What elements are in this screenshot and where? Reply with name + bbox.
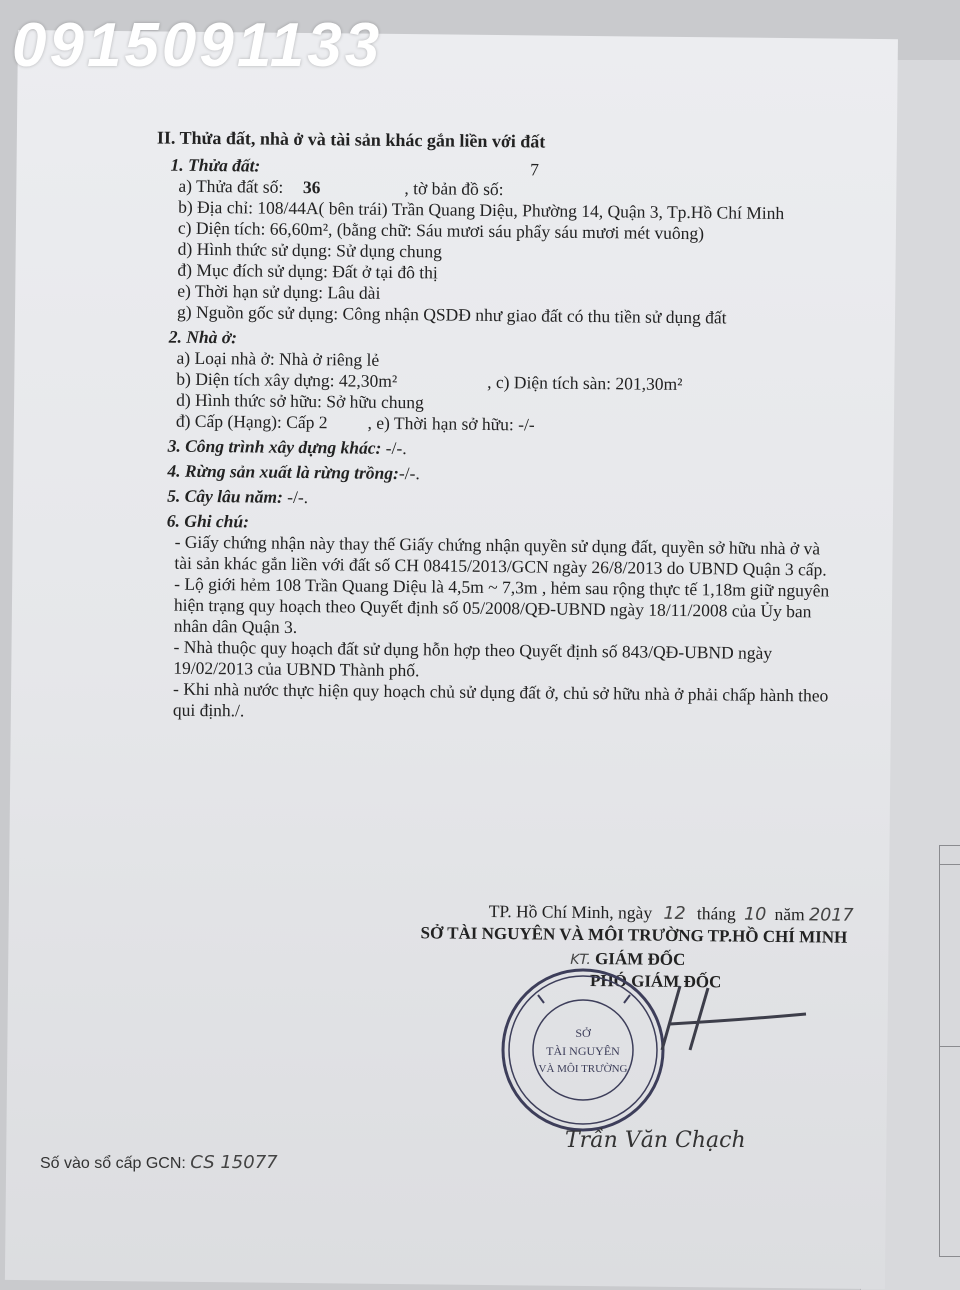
land-heading: 1. Thửa đất: bbox=[170, 154, 261, 176]
land-parcel-number: a) Thửa đất số: 36 , tờ bản đồ số: 7 bbox=[178, 159, 540, 200]
land-usage-origin: g) Nguồn gốc sử dụng: Công nhận QSDĐ như giao đất có thu tiền sử dụng đất bbox=[176, 301, 727, 328]
signer-title-director: KT. GIÁM ĐỐC bbox=[570, 949, 686, 970]
registry-number: Số vào sổ cấp GCN: CS 15077 bbox=[40, 1152, 278, 1173]
land-usage-term: e) Thời hạn sử dụng: Lâu dài bbox=[177, 280, 381, 303]
land-usage-form: d) Hình thức sử dụng: Sử dụng chung bbox=[177, 238, 443, 262]
house-build-area: b) Diện tích xây dựng: 42,30m² , c) Diện tích sàn: 201,30m² bbox=[176, 368, 683, 394]
seal-text-1: SỞ bbox=[575, 1026, 591, 1040]
perennial-trees: 5. Cây lâu năm: -/-. bbox=[167, 485, 309, 508]
handwritten-signature-icon bbox=[650, 980, 810, 1060]
seal-text-2: TÀI NGUYÊN bbox=[546, 1044, 620, 1058]
notes-heading: 6. Ghi chú: bbox=[166, 510, 250, 532]
issuing-department: SỞ TÀI NGUYÊN VÀ MÔI TRƯỜNG TP.HỒ CHÍ MINH bbox=[420, 923, 848, 947]
adjacent-page-table bbox=[939, 845, 960, 1257]
house-heading: 2. Nhà ở: bbox=[168, 326, 238, 348]
note-item: - Giấy chứng nhận này thay thế Giấy chứng nhận quyền sử dụng đất, quyền sở hữu nhà ở và tài sản khác gắn liền với đất số CH 08415/2013/GCN ngày 26/8/2013 do UBND Quận 3 cấp. bbox=[174, 531, 827, 580]
note-item: - Nhà thuộc quy hoạch đất sử dụng hỗn hợp theo Quyết định số 843/QĐ-UBND ngày 19/02/2013 của UBND Thành phố. bbox=[173, 636, 773, 681]
issue-date: TP. Hồ Chí Minh, ngày 12 tháng 10 năm 2017 bbox=[488, 900, 854, 926]
note-item: - Lộ giới hẻm 108 Trần Quang Diệu là 4,5m ~ 7,3m , hẻm sau rộng thực tế 1,18m giữ nguyên hiện trạng quy hoạch theo Quyết định số 05/2008/QĐ-UBND ngày 18/11/2008 của Ủy ban nhân dân Quận 3. bbox=[173, 573, 830, 637]
phone-watermark: 0915091133 bbox=[12, 11, 383, 80]
land-address: b) Địa chỉ: 108/44A( bên trái) Trần Quang Diệu, Phường 14, Quận 3, Tp.Hồ Chí Minh bbox=[178, 196, 785, 224]
signature-block bbox=[149, 897, 899, 992]
certificate-page bbox=[5, 30, 898, 1289]
planted-forest: 4. Rừng sản xuất là rừng trồng:-/-. bbox=[167, 460, 420, 484]
note-item: - Khi nhà nước thực hiện quy hoạch chủ sử dụng đất ở, chủ sở hữu nhà ở phải chấp hành theo qui định./. bbox=[172, 678, 829, 721]
house-grade: đ) Cấp (Hạng): Cấp 2 , e) Thời hạn sở hữu: -/- bbox=[175, 410, 535, 435]
signer-title-deputy: PHÓ GIÁM ĐỐC bbox=[589, 971, 722, 992]
land-usage-purpose: đ) Mục đích sử dụng: Đất ở tại đô thị bbox=[177, 259, 438, 283]
house-type: a) Loại nhà ở: Nhà ở riêng lẻ bbox=[176, 347, 380, 370]
official-seal-icon bbox=[498, 965, 668, 1135]
signer-name: Trần Văn Chạch bbox=[565, 1128, 746, 1153]
document-body bbox=[151, 127, 857, 992]
section-title: II. Thửa đất, nhà ở và tài sản khác gắn liền với đất bbox=[156, 127, 546, 152]
land-area: c) Diện tích: 66,60m², (bằng chữ: Sáu mươi sáu phẩy sáu mươi mét vuông) bbox=[177, 217, 705, 244]
other-construction: 3. Công trình xây dựng khác: -/-. bbox=[167, 435, 407, 459]
house-ownership-form: d) Hình thức sở hữu: Sở hữu chung bbox=[176, 389, 424, 413]
seal-text-3: VÀ MÔI TRƯỜNG bbox=[538, 1063, 628, 1075]
